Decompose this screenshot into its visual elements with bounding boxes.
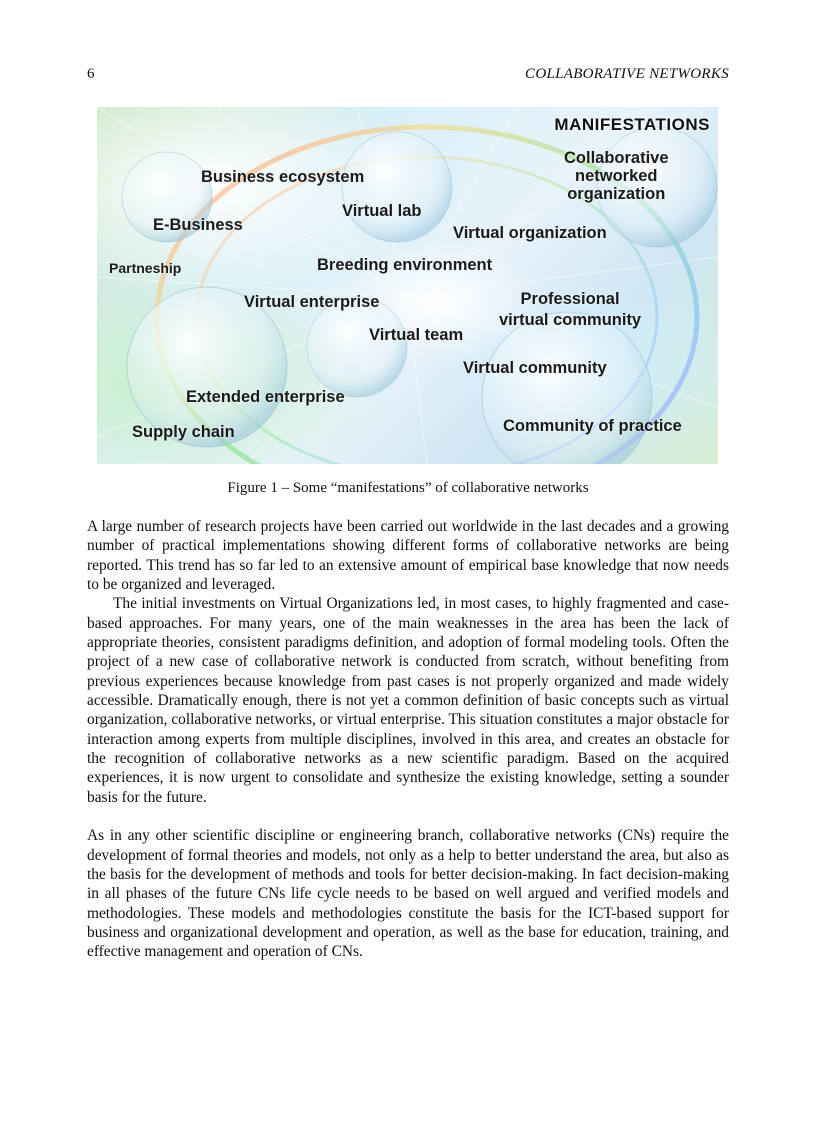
label-line: virtual community bbox=[499, 311, 642, 329]
figure-title: MANIFESTATIONS bbox=[554, 115, 710, 134]
label-business-ecosystem: Business ecosystem bbox=[201, 168, 365, 186]
label-virtual-enterprise: Virtual enterprise bbox=[244, 293, 380, 311]
label-community-of-practice: Community of practice bbox=[503, 417, 682, 435]
label-line: Collaborative bbox=[564, 149, 669, 167]
paragraph: As in any other scientific discipline or engineering branch, collaborative networks (CNs) require the development of formal theories and models, not only as a help to better understand the area, but also as the basis for the development of methods and tools for better decision-making. In fact decision-making in all phases of the future CNs life cycle needs to be based on well argued and verified models and methodologies. These models and methodologies constitute the basis for the ICT-based support for business and organizational development and operation, as well as the base for education, training, and effective management and operation of CNs. bbox=[87, 827, 729, 961]
label-virtual-community: Virtual community bbox=[463, 359, 607, 377]
label-line: Professional bbox=[520, 290, 620, 308]
figure-caption: Figure 1 – Some “manifestations” of collaborative networks bbox=[227, 480, 589, 496]
body-text bbox=[87, 517, 729, 962]
paragraph: A large number of research projects have been carried out worldwide in the last decades and a growing number of practical implementations showing different forms of collaborative networks are being reported. This trend has so far led to an extensive amount of empirical base knowledge that now needs to be organized and leveraged. bbox=[87, 518, 729, 594]
label-virtual-lab: Virtual lab bbox=[342, 202, 422, 220]
label-collaborative-networked-organization bbox=[564, 149, 669, 203]
label-line: networked bbox=[575, 167, 658, 185]
label-breeding-environment: Breeding environment bbox=[317, 256, 493, 274]
label-partneship: Partneship bbox=[109, 260, 182, 276]
label-e-business: E-Business bbox=[153, 216, 243, 234]
label-virtual-team: Virtual team bbox=[369, 326, 464, 344]
label-supply-chain: Supply chain bbox=[132, 423, 235, 441]
figure-manifestations bbox=[97, 107, 718, 464]
label-virtual-organization: Virtual organization bbox=[453, 224, 607, 242]
label-professional-virtual-community bbox=[499, 289, 641, 331]
page-number: 6 bbox=[87, 66, 95, 82]
running-title: COLLABORATIVE NETWORKS bbox=[525, 66, 729, 82]
label-extended-enterprise: Extended enterprise bbox=[186, 388, 345, 406]
paragraph: The initial investments on Virtual Organizations led, in most cases, to highly fragmented and case-based approaches. For many years, one of the main weaknesses in the area has been the lack of appropriate theories, consistent paradigms definition, and adoption of formal modeling tools. Often the project of a new case of collaborative network is conducted from scratch, without benefiting from previous experiences because knowledge from past cases is not properly organized and made widely accessible. Dramatically enough, there is not yet a common definition of basic concepts such as virtual organization, collaborative networks, or virtual enterprise. This situation constitutes a major obstacle for interaction among experts from multiple disciplines, involved in this area, and creates an obstacle for the recognition of collaborative networks as a new scientific paradigm. Based on the acquired experiences, it is now urgent to consolidate and synthesize the existing knowledge, setting a sounder basis for the future. bbox=[87, 595, 729, 806]
label-line: organization bbox=[567, 185, 666, 203]
page-header bbox=[87, 66, 729, 86]
